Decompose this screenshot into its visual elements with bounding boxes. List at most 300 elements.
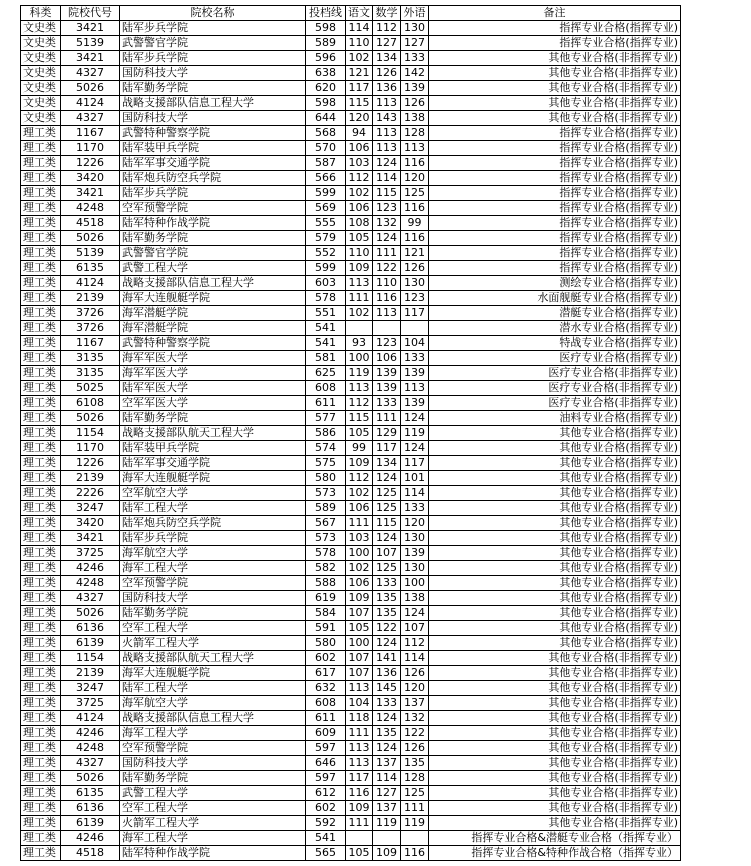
foreign-language-score-cell: 101	[401, 471, 429, 486]
table-row	[21, 81, 681, 96]
school-code-cell: 4124	[61, 711, 120, 726]
school-name-cell: 海军军医大学	[120, 366, 306, 381]
school-code-cell: 3726	[61, 306, 120, 321]
category-cell: 理工类	[21, 801, 61, 816]
school-code-cell: 4124	[61, 96, 120, 111]
math-score-cell: 124	[373, 636, 401, 651]
category-cell: 理工类	[21, 186, 61, 201]
chinese-score-cell: 103	[346, 156, 373, 171]
foreign-language-score-cell: 126	[401, 666, 429, 681]
table-row	[21, 801, 681, 816]
chinese-score-cell: 117	[346, 771, 373, 786]
cutoff-score-cell: 617	[306, 666, 346, 681]
category-cell: 文史类	[21, 66, 61, 81]
school-code-cell: 1226	[61, 156, 120, 171]
foreign-language-score-cell: 116	[401, 201, 429, 216]
table-row	[21, 306, 681, 321]
category-cell: 文史类	[21, 111, 61, 126]
school-name-cell: 海军大连舰艇学院	[120, 471, 306, 486]
chinese-score-cell: 109	[346, 456, 373, 471]
table-row	[21, 246, 681, 261]
school-code-cell: 2139	[61, 471, 120, 486]
table-row	[21, 681, 681, 696]
table-row	[21, 636, 681, 651]
foreign-language-score-cell: 113	[401, 381, 429, 396]
cutoff-score-cell: 589	[306, 501, 346, 516]
school-code-cell: 6135	[61, 261, 120, 276]
foreign-language-score-cell: 128	[401, 771, 429, 786]
cutoff-score-cell: 570	[306, 141, 346, 156]
chinese-score-cell: 115	[346, 411, 373, 426]
table-row	[21, 501, 681, 516]
chinese-score-cell: 100	[346, 546, 373, 561]
category-cell: 理工类	[21, 171, 61, 186]
math-score-cell: 129	[373, 426, 401, 441]
chinese-score-cell: 113	[346, 741, 373, 756]
foreign-language-score-cell: 139	[401, 546, 429, 561]
foreign-language-score-cell: 119	[401, 426, 429, 441]
chinese-score-cell: 102	[346, 306, 373, 321]
table-row	[21, 516, 681, 531]
category-cell: 理工类	[21, 561, 61, 576]
category-cell: 理工类	[21, 276, 61, 291]
math-score-cell: 136	[373, 81, 401, 96]
cutoff-score-cell: 646	[306, 756, 346, 771]
foreign-language-score-cell: 124	[401, 411, 429, 426]
remarks-cell: 潜艇专业合格(指挥专业)	[429, 306, 681, 321]
category-cell: 理工类	[21, 816, 61, 831]
remarks-cell: 其他专业合格(指挥专业)	[429, 606, 681, 621]
table-row	[21, 381, 681, 396]
cutoff-score-cell: 597	[306, 771, 346, 786]
remarks-cell: 指挥专业合格(指挥专业)	[429, 186, 681, 201]
category-cell: 文史类	[21, 81, 61, 96]
category-cell: 理工类	[21, 516, 61, 531]
cutoff-score-cell: 552	[306, 246, 346, 261]
math-score-cell: 119	[373, 816, 401, 831]
chinese-score-cell: 111	[346, 816, 373, 831]
remarks-cell: 特战专业合格(指挥专业)	[429, 336, 681, 351]
foreign-language-score-cell: 133	[401, 501, 429, 516]
table-row	[21, 456, 681, 471]
math-score-cell: 125	[373, 561, 401, 576]
school-code-cell: 2139	[61, 666, 120, 681]
remarks-cell: 其他专业合格(指挥专业)	[429, 516, 681, 531]
chinese-score-cell: 111	[346, 291, 373, 306]
school-name-cell: 武警警官学院	[120, 36, 306, 51]
category-cell: 理工类	[21, 351, 61, 366]
math-score-cell: 116	[373, 291, 401, 306]
remarks-cell: 其他专业合格(指挥专业)	[429, 426, 681, 441]
chinese-score-cell: 114	[346, 21, 373, 36]
foreign-language-score-cell: 114	[401, 651, 429, 666]
category-cell: 理工类	[21, 381, 61, 396]
chinese-score-cell: 116	[346, 786, 373, 801]
chinese-score-cell: 118	[346, 711, 373, 726]
category-cell: 理工类	[21, 621, 61, 636]
table-row	[21, 201, 681, 216]
school-name-cell: 海军工程大学	[120, 726, 306, 741]
chinese-score-cell: 105	[346, 231, 373, 246]
cutoff-score-cell: 591	[306, 621, 346, 636]
remarks-cell: 其他专业合格(指挥专业)	[429, 501, 681, 516]
cutoff-score-cell: 602	[306, 651, 346, 666]
school-code-cell: 1170	[61, 441, 120, 456]
math-score-cell: 113	[373, 141, 401, 156]
chinese-score-cell: 108	[346, 216, 373, 231]
school-name-cell: 海军潜艇学院	[120, 306, 306, 321]
school-code-cell: 2139	[61, 291, 120, 306]
foreign-language-score-cell: 126	[401, 741, 429, 756]
math-score-cell: 137	[373, 756, 401, 771]
school-code-cell: 1226	[61, 456, 120, 471]
remarks-cell: 其他专业合格(非指挥专业)	[429, 741, 681, 756]
remarks-cell: 水面舰艇专业合格(指挥专业)	[429, 291, 681, 306]
school-code-cell: 6139	[61, 636, 120, 651]
header-school-code: 院校代号	[61, 6, 120, 21]
math-score-cell: 135	[373, 591, 401, 606]
category-cell: 理工类	[21, 336, 61, 351]
math-score-cell: 133	[373, 576, 401, 591]
math-score-cell: 124	[373, 711, 401, 726]
foreign-language-score-cell: 125	[401, 186, 429, 201]
cutoff-score-cell: 609	[306, 726, 346, 741]
table-row	[21, 291, 681, 306]
chinese-score-cell: 106	[346, 501, 373, 516]
school-code-cell: 6108	[61, 396, 120, 411]
math-score-cell: 136	[373, 666, 401, 681]
header-math: 数学	[373, 6, 401, 21]
school-code-cell: 5026	[61, 771, 120, 786]
category-cell: 理工类	[21, 246, 61, 261]
school-name-cell: 空军预警学院	[120, 201, 306, 216]
school-code-cell: 3421	[61, 531, 120, 546]
cutoff-score-cell: 608	[306, 381, 346, 396]
chinese-score-cell: 112	[346, 471, 373, 486]
remarks-cell: 其他专业合格(指挥专业)	[429, 621, 681, 636]
school-name-cell: 海军工程大学	[120, 831, 306, 846]
math-score-cell: 139	[373, 366, 401, 381]
cutoff-score-cell: 580	[306, 471, 346, 486]
table-row	[21, 471, 681, 486]
remarks-cell: 医疗专业合格(非指挥专业)	[429, 396, 681, 411]
table-row	[21, 711, 681, 726]
math-score-cell: 145	[373, 681, 401, 696]
school-code-cell: 3421	[61, 21, 120, 36]
remarks-cell: 其他专业合格(指挥专业)	[429, 486, 681, 501]
category-cell: 理工类	[21, 591, 61, 606]
chinese-score-cell: 109	[346, 261, 373, 276]
math-score-cell: 112	[373, 21, 401, 36]
remarks-cell: 医疗专业合格(非指挥专业)	[429, 381, 681, 396]
cutoff-score-cell: 619	[306, 591, 346, 606]
math-score-cell: 124	[373, 231, 401, 246]
cutoff-score-cell: 602	[306, 801, 346, 816]
header-category: 科类	[21, 6, 61, 21]
remarks-cell: 其他专业合格(指挥专业)	[429, 561, 681, 576]
category-cell: 理工类	[21, 606, 61, 621]
table-row	[21, 756, 681, 771]
foreign-language-score-cell: 116	[401, 846, 429, 861]
school-code-cell: 3247	[61, 501, 120, 516]
school-name-cell: 战略支援部队航天工程大学	[120, 426, 306, 441]
school-code-cell: 4327	[61, 591, 120, 606]
category-cell: 理工类	[21, 711, 61, 726]
chinese-score-cell: 117	[346, 81, 373, 96]
chinese-score-cell: 107	[346, 666, 373, 681]
cutoff-score-cell: 620	[306, 81, 346, 96]
foreign-language-score-cell: 112	[401, 636, 429, 651]
table-row	[21, 336, 681, 351]
category-cell: 文史类	[21, 96, 61, 111]
cutoff-score-cell: 598	[306, 96, 346, 111]
chinese-score-cell: 113	[346, 381, 373, 396]
category-cell: 理工类	[21, 306, 61, 321]
school-code-cell: 6136	[61, 621, 120, 636]
category-cell: 理工类	[21, 681, 61, 696]
school-code-cell: 4327	[61, 66, 120, 81]
school-name-cell: 国防科技大学	[120, 66, 306, 81]
chinese-score-cell: 120	[346, 111, 373, 126]
foreign-language-score-cell: 120	[401, 681, 429, 696]
foreign-language-score-cell: 117	[401, 456, 429, 471]
cutoff-score-cell: 568	[306, 126, 346, 141]
remarks-cell: 其他专业合格(非指挥专业)	[429, 756, 681, 771]
math-score-cell: 143	[373, 111, 401, 126]
table-row	[21, 561, 681, 576]
table-header-row	[21, 6, 681, 21]
school-code-cell: 5026	[61, 81, 120, 96]
chinese-score-cell: 107	[346, 651, 373, 666]
category-cell: 文史类	[21, 51, 61, 66]
remarks-cell: 其他专业合格(非指挥专业)	[429, 666, 681, 681]
cutoff-score-cell: 603	[306, 276, 346, 291]
school-name-cell: 陆军勤务学院	[120, 231, 306, 246]
remarks-cell: 其他专业合格(指挥专业)	[429, 591, 681, 606]
school-code-cell: 1167	[61, 126, 120, 141]
chinese-score-cell: 111	[346, 726, 373, 741]
category-cell: 理工类	[21, 666, 61, 681]
category-cell: 理工类	[21, 471, 61, 486]
school-name-cell: 海军工程大学	[120, 561, 306, 576]
admission-score-table	[20, 5, 681, 861]
school-name-cell: 空军军医大学	[120, 396, 306, 411]
table-row	[21, 426, 681, 441]
school-code-cell: 4327	[61, 111, 120, 126]
math-score-cell: 110	[373, 276, 401, 291]
cutoff-score-cell: 555	[306, 216, 346, 231]
category-cell: 理工类	[21, 756, 61, 771]
category-cell: 文史类	[21, 21, 61, 36]
chinese-score-cell: 113	[346, 756, 373, 771]
school-code-cell: 6136	[61, 801, 120, 816]
category-cell: 理工类	[21, 141, 61, 156]
school-code-cell: 3135	[61, 351, 120, 366]
math-score-cell: 122	[373, 621, 401, 636]
category-cell: 理工类	[21, 321, 61, 336]
table-row	[21, 96, 681, 111]
school-name-cell: 海军航空大学	[120, 696, 306, 711]
category-cell: 理工类	[21, 126, 61, 141]
school-name-cell: 国防科技大学	[120, 591, 306, 606]
school-name-cell: 陆军勤务学院	[120, 411, 306, 426]
school-code-cell: 5139	[61, 246, 120, 261]
math-score-cell: 133	[373, 396, 401, 411]
table-row	[21, 411, 681, 426]
remarks-cell: 指挥专业合格(指挥专业)	[429, 261, 681, 276]
school-name-cell: 陆军特种作战学院	[120, 216, 306, 231]
chinese-score-cell: 102	[346, 561, 373, 576]
school-code-cell: 1170	[61, 141, 120, 156]
table-row	[21, 156, 681, 171]
math-score-cell: 132	[373, 216, 401, 231]
foreign-language-score-cell	[401, 321, 429, 336]
chinese-score-cell: 111	[346, 516, 373, 531]
table-row	[21, 786, 681, 801]
school-name-cell: 战略支援部队信息工程大学	[120, 276, 306, 291]
school-code-cell: 5026	[61, 606, 120, 621]
chinese-score-cell: 94	[346, 126, 373, 141]
cutoff-score-cell: 551	[306, 306, 346, 321]
chinese-score-cell: 110	[346, 36, 373, 51]
math-score-cell: 111	[373, 411, 401, 426]
school-name-cell: 空军航空大学	[120, 486, 306, 501]
school-name-cell: 火箭军工程大学	[120, 636, 306, 651]
category-cell: 理工类	[21, 651, 61, 666]
school-name-cell: 空军工程大学	[120, 621, 306, 636]
math-score-cell: 106	[373, 351, 401, 366]
cutoff-score-cell: 573	[306, 531, 346, 546]
foreign-language-score-cell: 104	[401, 336, 429, 351]
math-score-cell: 122	[373, 261, 401, 276]
math-score-cell: 135	[373, 606, 401, 621]
foreign-language-score-cell: 100	[401, 576, 429, 591]
category-cell: 理工类	[21, 486, 61, 501]
school-name-cell: 武警警官学院	[120, 246, 306, 261]
foreign-language-score-cell: 111	[401, 801, 429, 816]
remarks-cell: 其他专业合格(非指挥专业)	[429, 816, 681, 831]
school-code-cell: 6135	[61, 786, 120, 801]
school-code-cell: 3421	[61, 186, 120, 201]
table-body	[21, 21, 681, 861]
school-name-cell: 武警特种警察学院	[120, 126, 306, 141]
table-row	[21, 141, 681, 156]
category-cell: 理工类	[21, 201, 61, 216]
math-score-cell: 139	[373, 381, 401, 396]
chinese-score-cell: 102	[346, 51, 373, 66]
math-score-cell: 127	[373, 786, 401, 801]
foreign-language-score-cell: 123	[401, 291, 429, 306]
school-name-cell: 空军预警学院	[120, 576, 306, 591]
cutoff-score-cell: 565	[306, 846, 346, 861]
school-name-cell: 海军航空大学	[120, 546, 306, 561]
remarks-cell: 指挥专业合格(指挥专业)	[429, 156, 681, 171]
school-code-cell: 3420	[61, 516, 120, 531]
school-code-cell: 4327	[61, 756, 120, 771]
table-row	[21, 591, 681, 606]
table-row	[21, 171, 681, 186]
school-code-cell: 3421	[61, 51, 120, 66]
remarks-cell: 其他专业合格(非指挥专业)	[429, 801, 681, 816]
remarks-cell: 其他专业合格(非指挥专业)	[429, 681, 681, 696]
foreign-language-score-cell: 138	[401, 111, 429, 126]
chinese-score-cell: 113	[346, 276, 373, 291]
remarks-cell: 指挥专业合格(指挥专业)	[429, 171, 681, 186]
school-name-cell: 战略支援部队信息工程大学	[120, 96, 306, 111]
school-name-cell: 陆军工程大学	[120, 681, 306, 696]
table-row	[21, 321, 681, 336]
remarks-cell: 其他专业合格(非指挥专业)	[429, 651, 681, 666]
category-cell: 理工类	[21, 216, 61, 231]
header-foreign-language: 外语	[401, 6, 429, 21]
math-score-cell: 115	[373, 516, 401, 531]
table-row	[21, 486, 681, 501]
chinese-score-cell: 100	[346, 636, 373, 651]
chinese-score-cell: 115	[346, 96, 373, 111]
category-cell: 理工类	[21, 396, 61, 411]
table-row	[21, 396, 681, 411]
category-cell: 理工类	[21, 576, 61, 591]
table-row	[21, 51, 681, 66]
school-name-cell: 武警工程大学	[120, 786, 306, 801]
math-score-cell: 125	[373, 501, 401, 516]
category-cell: 理工类	[21, 741, 61, 756]
table-row	[21, 606, 681, 621]
category-cell: 理工类	[21, 726, 61, 741]
chinese-score-cell: 119	[346, 366, 373, 381]
cutoff-score-cell: 586	[306, 426, 346, 441]
foreign-language-score-cell: 125	[401, 786, 429, 801]
table-row	[21, 666, 681, 681]
cutoff-score-cell: 584	[306, 606, 346, 621]
chinese-score-cell: 99	[346, 441, 373, 456]
remarks-cell: 指挥专业合格&特种作战合格（指挥专业）	[429, 846, 681, 861]
school-name-cell: 海军军医大学	[120, 351, 306, 366]
category-cell: 理工类	[21, 696, 61, 711]
category-cell: 理工类	[21, 456, 61, 471]
category-cell: 理工类	[21, 441, 61, 456]
cutoff-score-cell: 611	[306, 711, 346, 726]
cutoff-score-cell: 589	[306, 36, 346, 51]
category-cell: 理工类	[21, 771, 61, 786]
school-name-cell: 陆军步兵学院	[120, 21, 306, 36]
school-name-cell: 陆军工程大学	[120, 501, 306, 516]
cutoff-score-cell: 582	[306, 561, 346, 576]
header-remarks: 备注	[429, 6, 681, 21]
chinese-score-cell: 121	[346, 66, 373, 81]
foreign-language-score-cell: 116	[401, 231, 429, 246]
cutoff-score-cell: 575	[306, 456, 346, 471]
category-cell: 理工类	[21, 831, 61, 846]
remarks-cell: 其他专业合格(指挥专业)	[429, 636, 681, 651]
foreign-language-score-cell: 124	[401, 441, 429, 456]
table-row	[21, 441, 681, 456]
table-row	[21, 816, 681, 831]
math-score-cell: 113	[373, 96, 401, 111]
chinese-score-cell: 100	[346, 351, 373, 366]
table-row	[21, 546, 681, 561]
table-row	[21, 216, 681, 231]
school-code-cell: 4246	[61, 831, 120, 846]
remarks-cell: 其他专业合格(指挥专业)	[429, 546, 681, 561]
school-code-cell: 2226	[61, 486, 120, 501]
chinese-score-cell: 102	[346, 486, 373, 501]
table-row	[21, 696, 681, 711]
foreign-language-score-cell: 99	[401, 216, 429, 231]
cutoff-score-cell: 599	[306, 186, 346, 201]
foreign-language-score-cell: 130	[401, 276, 429, 291]
header-school-name: 院校名称	[120, 6, 306, 21]
